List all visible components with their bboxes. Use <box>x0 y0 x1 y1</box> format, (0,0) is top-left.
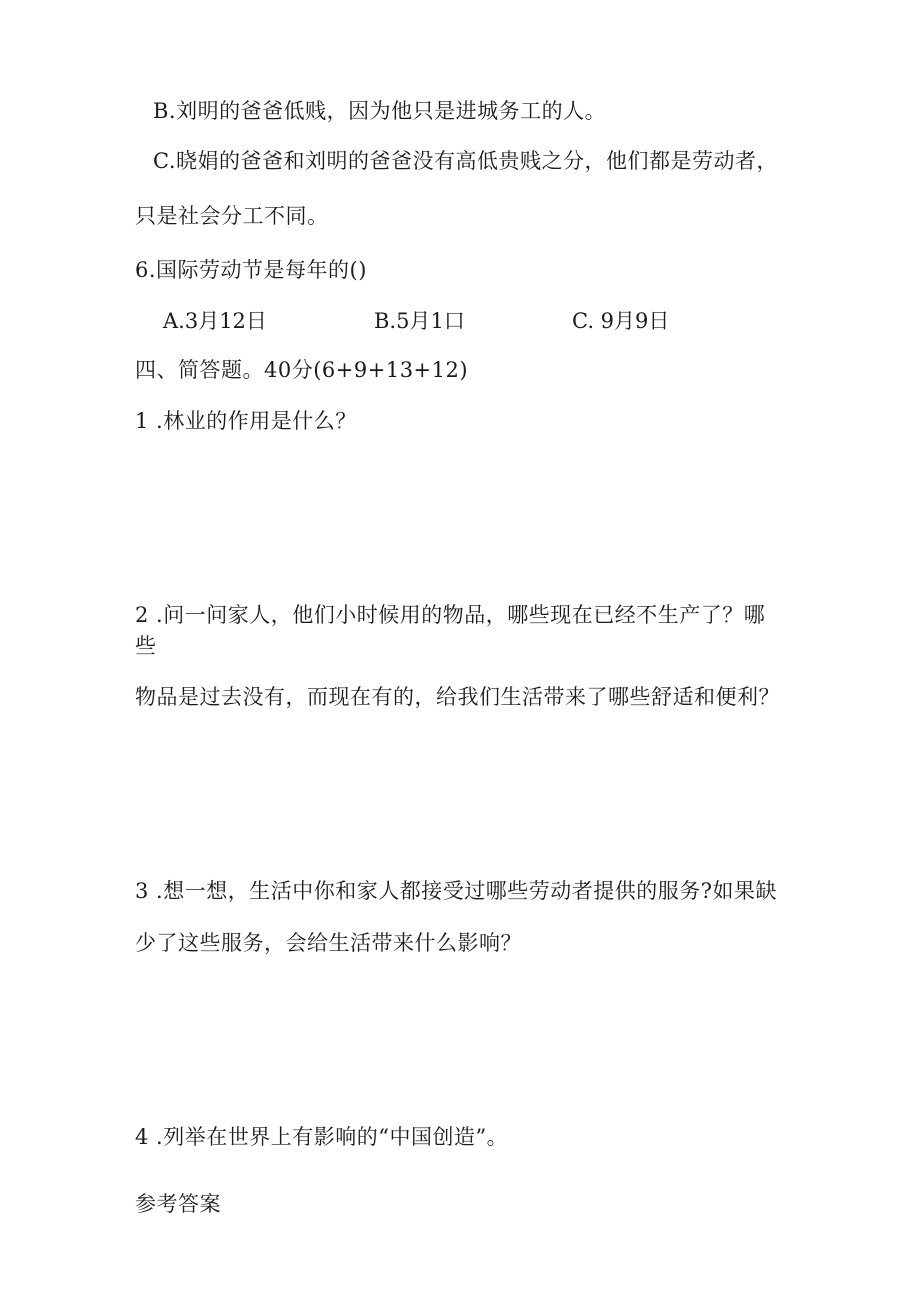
q5-option-b: B.刘明的爸爸低贱，因为他只是进城务工的人。 <box>153 99 607 123</box>
q6-option-b: B.5月1口 <box>374 309 465 333</box>
q6-question: 6.国际劳动节是每年的() <box>135 258 367 282</box>
question-1: 1 .林业的作用是什么？ <box>135 409 357 433</box>
q6-option-c: C. 9月9日 <box>572 309 670 333</box>
answers-heading: 参考答案 <box>135 1192 221 1216</box>
question-3-line1: 3 .想一想，生活中你和家人都接受过哪些劳动者提供的服务?如果缺 <box>135 879 777 903</box>
section4-heading: 四、简答题。40分(6+9+13+12) <box>135 358 469 382</box>
question-2-line2: 些 <box>135 634 157 658</box>
q6-option-a: A.3月12日 <box>163 309 267 333</box>
q5-option-c-line1: C.晓娟的爸爸和刘明的爸爸没有高低贵贱之分，他们都是劳动者， <box>153 149 778 173</box>
question-4: 4 .列举在世界上有影响的“中国创造”。 <box>135 1125 509 1149</box>
question-2-line1: 2 .问一问家人，他们小时候用的物品，哪些现在已经不生产了？哪 <box>135 603 766 627</box>
q5-option-c-line2: 只是社会分工不同。 <box>135 204 329 228</box>
question-2-line3: 物品是过去没有，而现在有的，给我们生活带来了哪些舒适和便利？ <box>135 685 780 709</box>
question-3-line2: 少了这些服务，会给生活带来什么影响？ <box>135 931 522 955</box>
